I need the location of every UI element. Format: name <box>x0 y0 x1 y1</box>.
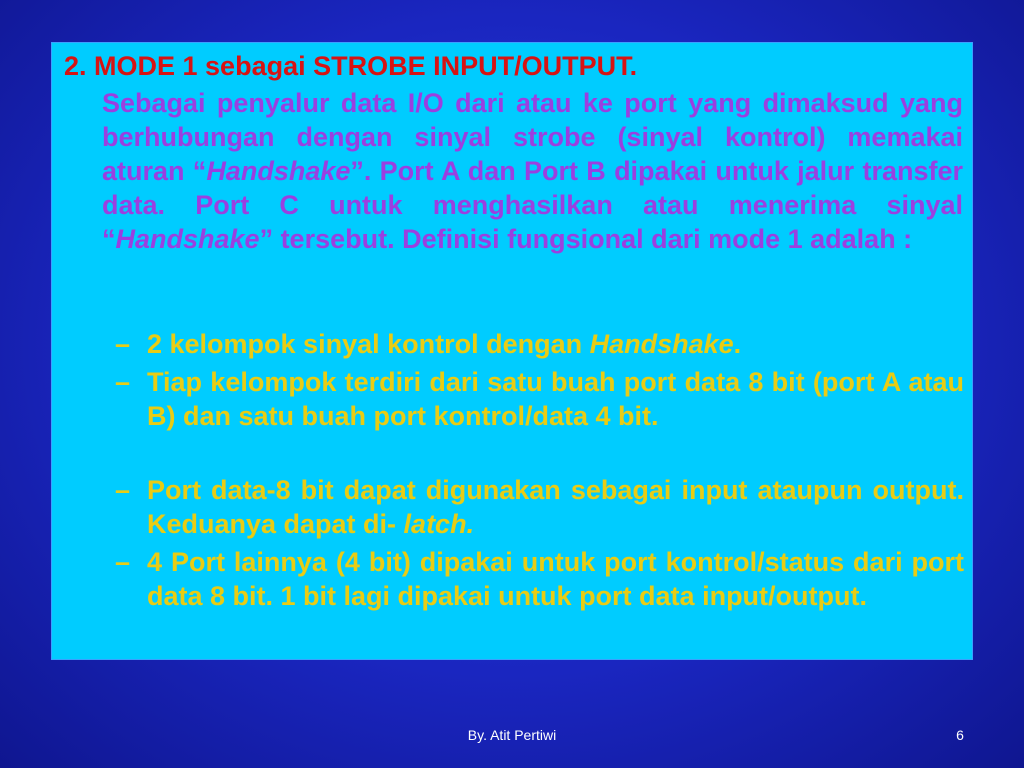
bullet-item <box>115 473 964 541</box>
intro-text-part1: Sebagai penyalur data I/O dari atau ke port yang dimaksud yang berhubungan dengan sinyal strobe (sinyal kontrol) memakai aturan “ <box>102 88 963 186</box>
footer-author: By. Atit Pertiwi <box>467 727 557 743</box>
intro-text-part2: ”. Port A dan Port B dipakai untuk jalur transfer data. Port C untuk menghasilkan atau menerima sinyal “ <box>102 156 963 254</box>
bullet-text <box>147 327 964 361</box>
bullet-item <box>115 365 964 433</box>
intro-paragraph <box>102 86 963 256</box>
bullet-item <box>115 545 964 613</box>
bullet-text <box>147 365 964 433</box>
bullet-text-after: . <box>733 329 742 359</box>
bullet-dash: – <box>115 547 131 577</box>
bullet-text <box>147 545 964 613</box>
bullet-text-italic: Handshake <box>589 329 734 359</box>
bullet-text-main: Port data-8 bit dapat digunakan sebagai input ataupun output. Keduanya dapat di- <box>147 475 964 539</box>
bullet-text-main: Tiap kelompok terdiri dari satu buah port data 8 bit (port A atau B) dan satu buah port kontrol/data 4 bit. <box>147 367 964 431</box>
intro-italic-handshake-1: Handshake <box>206 156 351 186</box>
intro-text-part3: ” tersebut. Definisi fungsional dari mode 1 adalah : <box>259 224 913 254</box>
bullet-dash: – <box>115 329 131 359</box>
bullet-dash: – <box>115 367 131 397</box>
bullet-dash: – <box>115 475 131 505</box>
slide-page-number: 6 <box>956 727 964 743</box>
content-box <box>51 42 973 660</box>
bullet-text-main: 4 Port lainnya (4 bit) dipakai untuk port kontrol/status dari port data 8 bit. 1 bit lagi dipakai untuk port data input/output. <box>147 547 964 611</box>
bullet-text-main: 2 kelompok sinyal kontrol dengan <box>147 329 590 359</box>
bullet-text-italic: latch. <box>403 509 475 539</box>
intro-italic-handshake-2: Handshake <box>115 224 260 254</box>
slide-heading: 2. MODE 1 sebagai STROBE INPUT/OUTPUT. <box>64 51 638 81</box>
bullet-text <box>147 473 964 541</box>
bullet-item <box>115 327 964 361</box>
